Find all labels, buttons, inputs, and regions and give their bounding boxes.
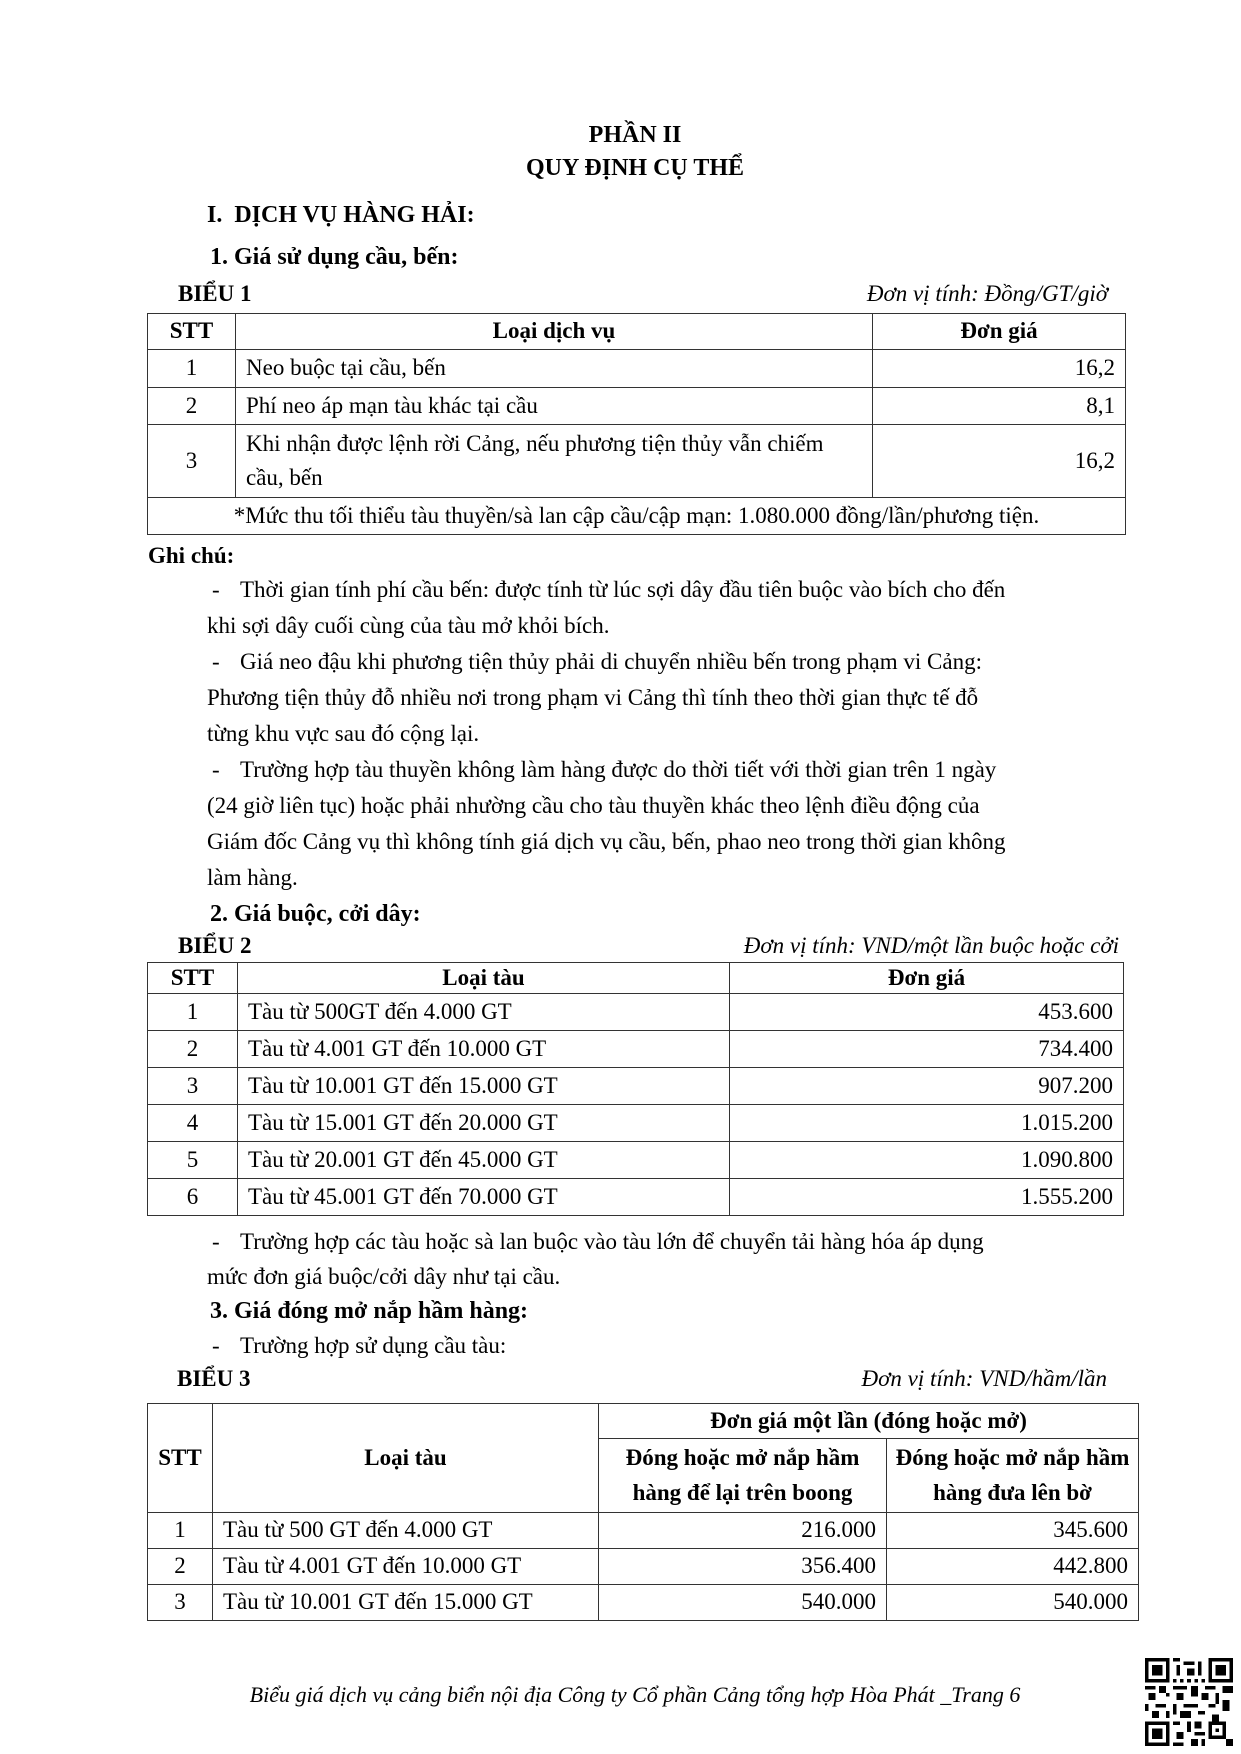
header-stt: STT xyxy=(148,963,238,994)
row-stt: 1 xyxy=(148,1513,213,1549)
row-stt: 3 xyxy=(148,1585,213,1621)
table-3-unit: Đơn vị tính: VND/hầm/lần xyxy=(861,1366,1107,1391)
row-price: 734.400 xyxy=(730,1031,1124,1068)
row-stt: 5 xyxy=(148,1142,238,1179)
table-row xyxy=(148,1105,1124,1142)
row-name: Tàu từ 500GT đến 4.000 GT xyxy=(238,994,730,1031)
table-1 xyxy=(147,313,1126,535)
row-stt: 2 xyxy=(148,1031,238,1068)
row-stt: 3 xyxy=(148,1068,238,1105)
row-name: Neo buộc tại cầu, bến xyxy=(236,350,873,388)
header-stt: STT xyxy=(148,1404,213,1513)
row-name: Tàu từ 500 GT đến 4.000 GT xyxy=(213,1513,599,1549)
row-name: Khi nhận được lệnh rời Cảng, nếu phương tiện thủy vẫn chiếm cầu, bến xyxy=(236,425,873,498)
row-price: 8,1 xyxy=(873,388,1126,425)
row-stt: 3 xyxy=(148,425,236,498)
row-name: Tàu từ 20.001 GT đến 45.000 GT xyxy=(238,1142,730,1179)
row-price: 16,2 xyxy=(873,350,1126,388)
note-2-line-2: Phương tiện thủy đỗ nhiều nơi trong phạm vi Cảng thì tính theo thời gian thực tế đỗ xyxy=(207,685,979,710)
s2-note-line-2: mức đơn giá buộc/cởi dây như tại cầu. xyxy=(207,1264,561,1289)
row-stt: 1 xyxy=(148,994,238,1031)
table-2-unit: Đơn vị tính: VND/một lần buộc hoặc cởi xyxy=(743,933,1119,958)
table-row xyxy=(148,1513,1139,1549)
table-2-header-row xyxy=(148,963,1124,994)
header-unit-price: Đơn giá xyxy=(873,314,1126,350)
notes-heading: Ghi chú: xyxy=(148,543,235,568)
row-name: Tàu từ 4.001 GT đến 10.000 GT xyxy=(213,1549,599,1585)
bullet-dash: - xyxy=(212,577,220,602)
part-title: PHẦN II xyxy=(588,122,682,148)
s2-note-line-1: Trường hợp các tàu hoặc sà lan buộc vào tàu lớn để chuyển tải hàng hóa áp dụng xyxy=(240,1229,984,1254)
table-row xyxy=(148,994,1124,1031)
table-row xyxy=(148,1585,1139,1621)
table-1-unit: Đơn vị tính: Đồng/GT/giờ xyxy=(866,281,1108,306)
table-3-label: BIỂU 3 xyxy=(177,1366,251,1391)
row-stt: 2 xyxy=(148,1549,213,1585)
table-2-label: BIỂU 2 xyxy=(178,933,252,958)
row-stt: 2 xyxy=(148,388,236,425)
row-price: 453.600 xyxy=(730,994,1124,1031)
row-price-ashore: 442.800 xyxy=(887,1549,1139,1585)
note-2-line-3: từng khu vực sau đó cộng lại. xyxy=(207,721,480,746)
table-row xyxy=(148,1142,1124,1179)
row-price-deck: 216.000 xyxy=(599,1513,887,1549)
part-subtitle: QUY ĐỊNH CỤ THỂ xyxy=(525,155,745,181)
table-row xyxy=(148,388,1126,425)
row-name: Tàu từ 10.001 GT đến 15.000 GT xyxy=(238,1068,730,1105)
header-ship-type: Loại tàu xyxy=(238,963,730,994)
bullet-dash: - xyxy=(212,1229,220,1254)
section-2-heading: 2. Giá buộc, cởi dây: xyxy=(210,901,421,927)
s3-case: Trường hợp sử dụng cầu tàu: xyxy=(240,1333,507,1358)
table-row xyxy=(148,1068,1124,1105)
note-3-line-3: Giám đốc Cảng vụ thì không tính giá dịch vụ cầu, bến, phao neo trong thời gian không xyxy=(207,829,1006,854)
note-1-line-1: Thời gian tính phí cầu bến: được tính từ lúc sợi dây đầu tiên buộc vào bích cho đến xyxy=(240,577,1006,602)
table-1-label: BIỂU 1 xyxy=(178,281,252,306)
row-price: 16,2 xyxy=(873,425,1126,498)
row-stt: 6 xyxy=(148,1179,238,1216)
header-leave-on-deck: Đóng hoặc mở nắp hầm hàng để lại trên boong xyxy=(599,1439,887,1513)
header-service-type: Loại dịch vụ xyxy=(236,314,873,350)
table-row xyxy=(148,1031,1124,1068)
note-1-line-2: khi sợi dây cuối cùng của tàu mở khỏi bích. xyxy=(207,613,610,638)
header-bring-ashore: Đóng hoặc mở nắp hầm hàng đưa lên bờ xyxy=(887,1439,1139,1513)
row-stt: 4 xyxy=(148,1105,238,1142)
row-name: Tàu từ 15.001 GT đến 20.000 GT xyxy=(238,1105,730,1142)
bullet-dash: - xyxy=(212,649,220,674)
row-stt: 1 xyxy=(148,350,236,388)
row-price: 907.200 xyxy=(730,1068,1124,1105)
note-3-line-1: Trường hợp tàu thuyền không làm hàng được do thời tiết với thời gian trên 1 ngày xyxy=(240,757,997,782)
table-row xyxy=(148,350,1126,388)
header-unit-price-group: Đơn giá một lần (đóng hoặc mở) xyxy=(599,1404,1139,1439)
row-price-ashore: 540.000 xyxy=(887,1585,1139,1621)
row-price-deck: 540.000 xyxy=(599,1585,887,1621)
section-1-heading: 1. Giá sử dụng cầu, bến: xyxy=(210,244,459,270)
row-name: Tàu từ 45.001 GT đến 70.000 GT xyxy=(238,1179,730,1216)
bullet-dash: - xyxy=(212,1333,220,1358)
header-stt: STT xyxy=(148,314,236,350)
table-row xyxy=(148,1549,1139,1585)
row-price: 1.555.200 xyxy=(730,1179,1124,1216)
qr-code-icon xyxy=(1143,1658,1235,1746)
page-footer: Biểu giá dịch vụ cảng biển nội địa Công ty Cổ phần Cảng tổng hợp Hòa Phát _Trang 6 xyxy=(249,1682,1021,1707)
table-3 xyxy=(147,1403,1139,1621)
table-2 xyxy=(147,962,1124,1216)
bullet-dash: - xyxy=(212,757,220,782)
row-price: 1.090.800 xyxy=(730,1142,1124,1179)
table-3-header-row-1 xyxy=(148,1404,1139,1439)
row-price-deck: 356.400 xyxy=(599,1549,887,1585)
header-ship-type: Loại tàu xyxy=(213,1404,599,1513)
table-row xyxy=(148,425,1126,498)
table-1-header-row xyxy=(148,314,1126,350)
section-heading: I. DỊCH VỤ HÀNG HẢI: xyxy=(207,202,475,228)
row-name: Tàu từ 4.001 GT đến 10.000 GT xyxy=(238,1031,730,1068)
note-3-line-4: làm hàng. xyxy=(207,865,298,890)
table-1-footnote-row xyxy=(148,498,1126,535)
row-price-ashore: 345.600 xyxy=(887,1513,1139,1549)
note-3-line-2: (24 giờ liên tục) hoặc phải nhường cầu cho tàu thuyền khác theo lệnh điều động của xyxy=(207,793,980,818)
row-name: Tàu từ 10.001 GT đến 15.000 GT xyxy=(213,1585,599,1621)
section-3-heading: 3. Giá đóng mở nắp hầm hàng: xyxy=(210,1298,529,1324)
header-unit-price: Đơn giá xyxy=(730,963,1124,994)
note-2-line-1: Giá neo đậu khi phương tiện thủy phải di chuyển nhiều bến trong phạm vi Cảng: xyxy=(240,649,982,674)
table-row xyxy=(148,1179,1124,1216)
row-price: 1.015.200 xyxy=(730,1105,1124,1142)
table-1-footnote: *Mức thu tối thiểu tàu thuyền/sà lan cập cầu/cập mạn: 1.080.000 đồng/lần/phương tiện. xyxy=(148,498,1126,535)
row-name: Phí neo áp mạn tàu khác tại cầu xyxy=(236,388,873,425)
